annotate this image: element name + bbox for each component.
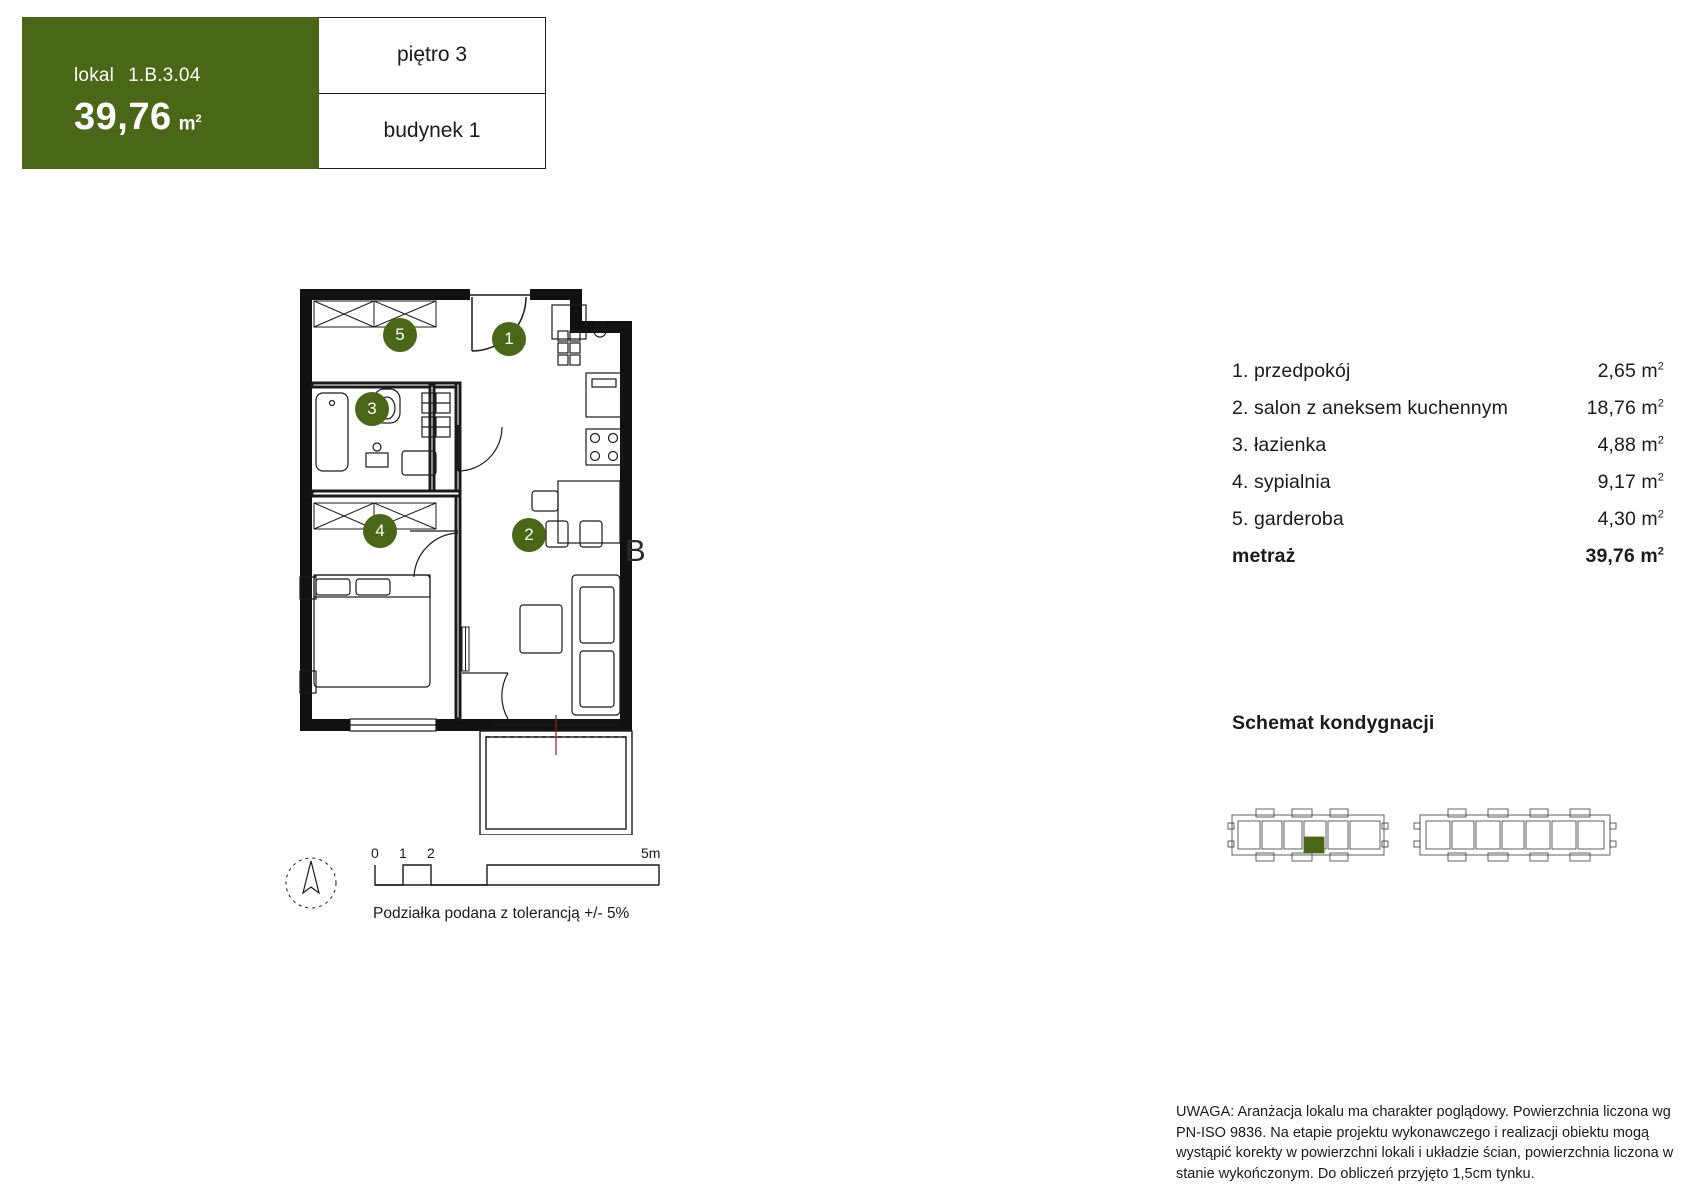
- plan-sofa: [520, 575, 620, 715]
- unit-code-row: [74, 65, 319, 87]
- room-badge-2[interactable]: 2: [512, 518, 546, 552]
- unit-identity-block: [22, 17, 319, 169]
- schemat-drawing: [1226, 795, 1646, 875]
- scale-bar: [375, 865, 659, 885]
- compass-icon: [286, 858, 336, 908]
- legend-value: 2,65 $m^2$: [1597, 360, 1664, 382]
- unit-meta-block: [319, 17, 546, 169]
- room-badge-5[interactable]: 5: [383, 318, 417, 352]
- legend-label: 2. salon z aneksem kuchennym: [1232, 397, 1508, 419]
- legend-label: 5. garderoba: [1232, 508, 1344, 530]
- legend-row: [1232, 397, 1664, 420]
- room-legend: [1232, 360, 1664, 582]
- plan-living-door: [462, 673, 508, 719]
- schemat-title: Schemat kondygnacji: [1232, 712, 1435, 734]
- floor-cell: piętro 3: [319, 18, 545, 94]
- scale-tick-0: 0: [371, 845, 379, 861]
- unit-area-unit: $m^2$: [178, 112, 202, 134]
- plan-bedroom-door: [410, 531, 458, 577]
- legend-total-row: [1232, 545, 1664, 568]
- legend-label: 1. przedpokój: [1232, 360, 1351, 382]
- schemat-building-2: [1414, 809, 1616, 861]
- unit-area-row: [74, 96, 319, 139]
- scale-tick-2: 2: [427, 845, 435, 861]
- unit-header-badge: [22, 17, 546, 169]
- legend-value: 4,88 $m^2$: [1597, 434, 1664, 456]
- plan-bedroom-window: [350, 719, 436, 731]
- legend-row: [1232, 434, 1664, 457]
- legend-label: 4. sypialnia: [1232, 471, 1331, 493]
- legend-label: 3. łazienka: [1232, 434, 1327, 456]
- legend-total-label: metraż: [1232, 545, 1296, 567]
- plan-wardrobe-top: [314, 301, 436, 327]
- legend-row: [1232, 508, 1664, 531]
- scale-tick-1: 1: [399, 845, 407, 861]
- legend-row: [1232, 471, 1664, 494]
- plan-radiator: [462, 627, 469, 671]
- room-badge-3[interactable]: 3: [355, 392, 389, 426]
- plan-interior-walls: [312, 383, 460, 719]
- room-badge-4[interactable]: 4: [363, 514, 397, 548]
- plan-bed: [300, 575, 430, 693]
- unit-code: 1.B.3.04: [128, 65, 201, 86]
- room-badge-1[interactable]: 1: [492, 322, 526, 356]
- disclaimer-text: UWAGA: Aranżacja lokalu ma charakter poglądowy. Powierzchnia liczona wg PN-ISO 9836. Na etapie projektu wykonawczego i realizacji obiektu mogą wystąpić korekty w powierzchni lokali i układzie ścian, powierzchnia liczona w stanie wykończonym. Do obliczeń przyjęto 1,5cm tynku.: [1176, 1104, 1674, 1182]
- legend-total-value: 39,76 $m^2$: [1585, 545, 1664, 567]
- scale-and-compass: [275, 845, 675, 935]
- legend-value: 4,30 $m^2$: [1597, 508, 1664, 530]
- legend-value: 9,17 $m^2$: [1597, 471, 1664, 493]
- legend-value: 18,76 $m^2$: [1586, 397, 1664, 419]
- building-cell: budynek 1: [383, 118, 481, 142]
- unit-label: lokal: [74, 65, 115, 86]
- schemat-highlighted-unit: [1304, 837, 1324, 853]
- scale-caption: Podziałka podana z tolerancją +/- 5%: [373, 905, 630, 922]
- legend-row: [1232, 360, 1664, 383]
- unit-area-value: 39,76: [74, 96, 172, 138]
- scale-tick-end: 5m: [641, 845, 661, 861]
- plan-bathroom-door: [458, 425, 502, 471]
- zone-letter: B: [625, 533, 647, 568]
- schemat-kondygnacji: [1226, 795, 1646, 880]
